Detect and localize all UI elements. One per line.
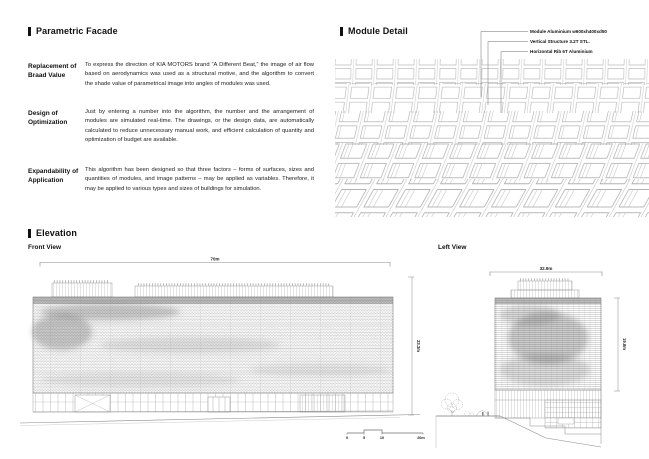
left-height-dim-text: 19.8m	[622, 338, 627, 350]
section-title-elevation: Elevation	[36, 228, 77, 238]
front-ground-floor	[33, 393, 393, 412]
front-height-dim-text: 23.3m	[416, 340, 421, 352]
item-text-optimization: Just by entering a number into the algorithm, the number and the arrangement of modules are simulated real-time. The drawings, or the design data, are automatically calculated to reduce unnecessary manual work, and efficient calculation of quantity and optimization of budget are available.	[85, 109, 314, 144]
tree-drawing	[442, 393, 463, 416]
left-width-dimension	[490, 266, 602, 276]
header-bar	[28, 229, 31, 238]
item-text-brand-value: To express the direction of KIA MOTORS brand “A Different Beat,” the image of air flow based on aerodynamics was used as a structural motive, and the algorithm to convert the shade value of parametrical image into angles of modules was used.	[85, 62, 314, 87]
item-label-expandability: Expandability of Application	[28, 168, 79, 185]
left-view-label: Left View	[438, 244, 467, 251]
header-bar	[28, 27, 31, 36]
front-elevation-drawing	[20, 252, 440, 452]
annotation-module-aluminium: Module Aluminium w600xh400xd50	[530, 29, 607, 34]
annotation-vertical-structure: Vertical Structure 3.2T STL.	[530, 39, 590, 44]
left-width-dim-text: 32.9m	[539, 266, 553, 271]
front-ground-line	[20, 415, 420, 426]
left-height-dimension	[614, 298, 627, 391]
front-height-dimension	[408, 277, 421, 415]
module-detail-drawing	[335, 25, 649, 220]
left-elevation-drawing	[430, 252, 649, 459]
front-facade-mesh	[32, 297, 393, 393]
scale-bar	[346, 430, 425, 440]
scale-label-3: 20m	[417, 436, 425, 440]
item-label-optimization: Design of Optimization	[28, 110, 68, 127]
elevation-header	[28, 228, 77, 238]
shrubs-drawing	[465, 411, 490, 416]
scale-label-2: 10	[379, 436, 385, 440]
scale-label-0: 0	[345, 436, 349, 440]
section-title-module-detail: Module Detail	[348, 26, 408, 36]
scale-label-1: 5	[362, 436, 366, 440]
module-lattice	[335, 59, 649, 217]
left-facade-mesh	[495, 298, 601, 390]
item-label-brand-value: Replacement of Braad Value	[28, 63, 77, 80]
front-view-label: Front View	[28, 244, 62, 251]
left-ground-floor	[495, 390, 601, 444]
left-rooftop	[511, 280, 579, 299]
front-rooftop	[52, 282, 333, 298]
parametric-facade-header	[28, 26, 118, 36]
item-text-expandability: This algorithm has been designed so that three factors – forms of surfaces, sizes and quantities of modules, and image patterns – may be applied as variables. Therefore, it may be applied to various types and sizes of buildings for simulation.	[85, 167, 314, 192]
front-width-dimension	[40, 257, 390, 267]
section-title-parametric-facade: Parametric Facade	[36, 26, 118, 36]
front-width-dim-text: 70m	[210, 256, 220, 262]
annotation-horizontal-rib: Horizontal Rib 6T Aluminium	[530, 49, 593, 54]
